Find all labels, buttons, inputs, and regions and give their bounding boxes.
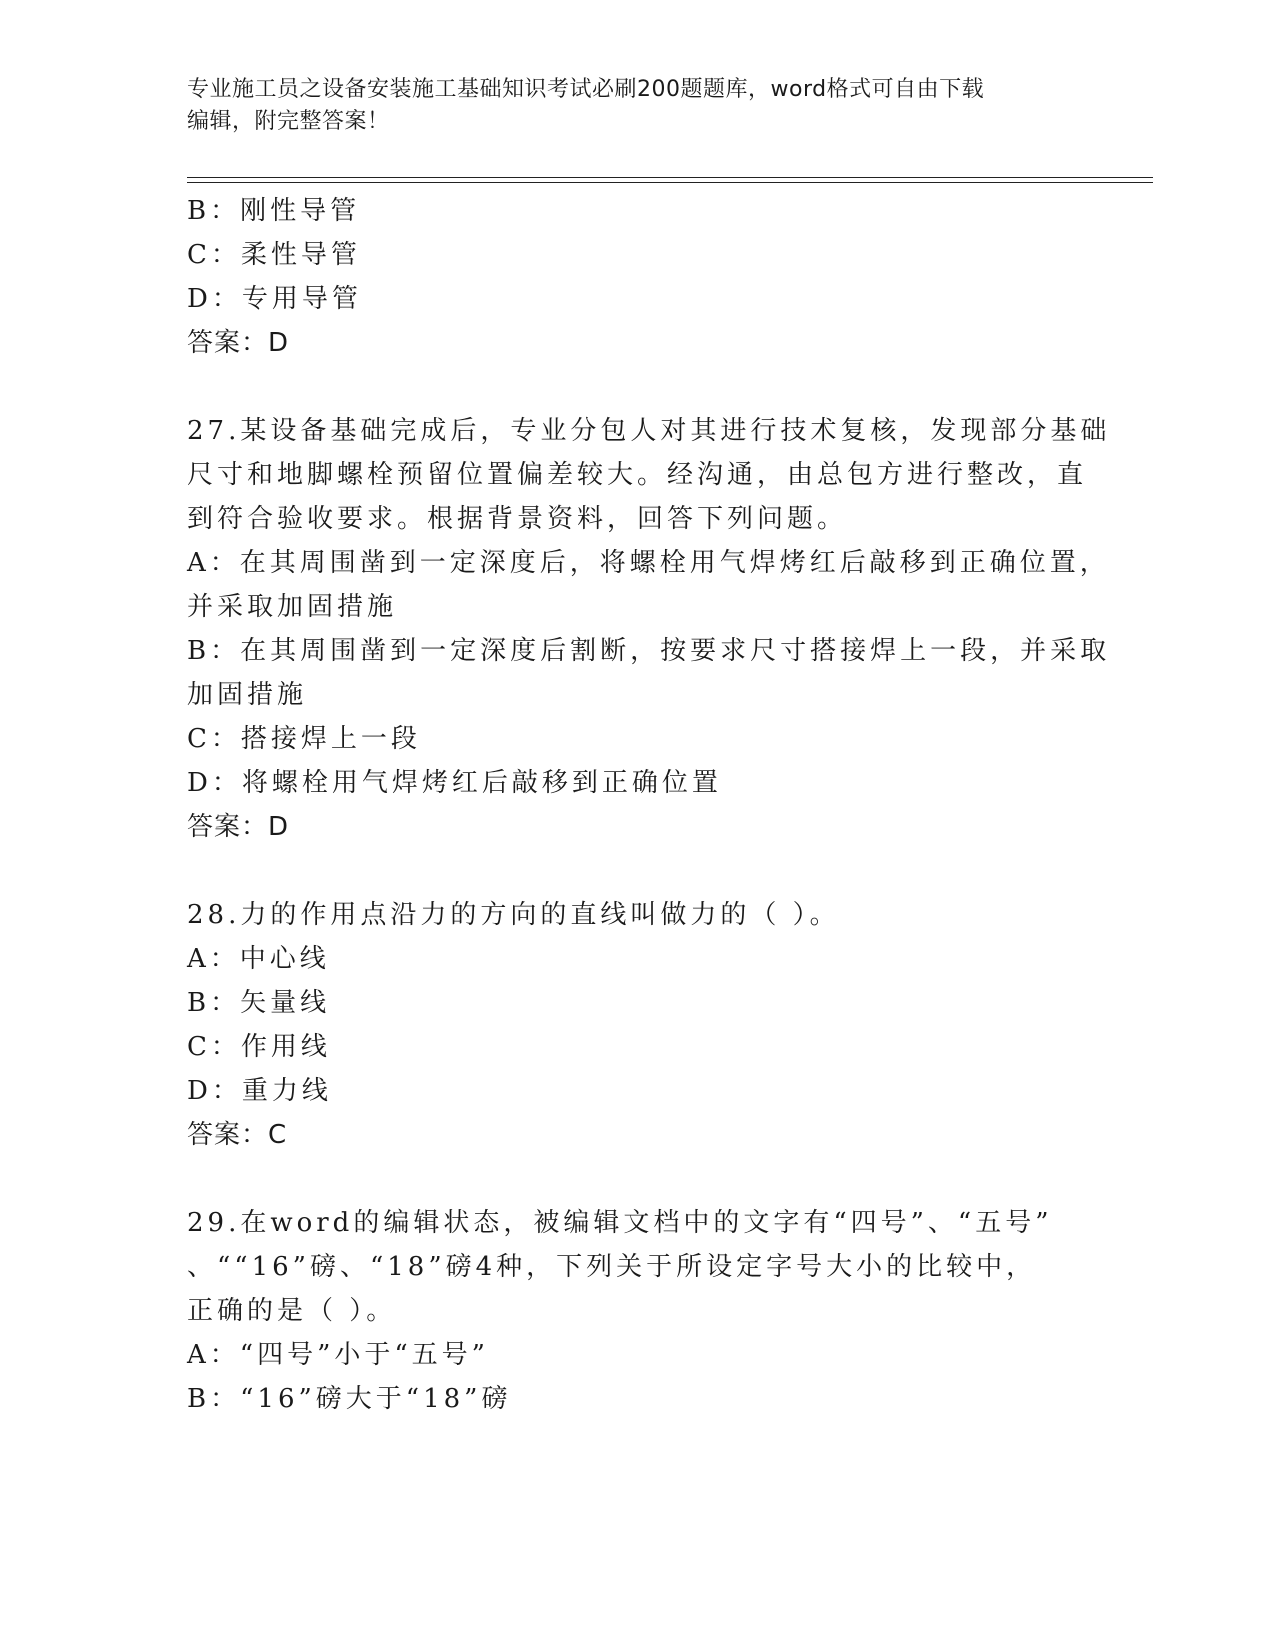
answer-line: 答案：D: [187, 812, 290, 842]
document-header: [187, 74, 1067, 138]
question-line: 28.力的作用点沿力的方向的直线叫做力的（ ）。: [187, 900, 840, 930]
option-line: C：搭接焊上一段: [187, 724, 421, 754]
option-line: 并采取加固措施: [187, 592, 398, 622]
question-line: 正确的是（ ）。: [187, 1296, 397, 1326]
option-line: B：“16”磅大于“18”磅: [187, 1384, 512, 1414]
option-line: B：刚性导管: [187, 196, 361, 226]
option-line: A：“四号”小于“五号”: [187, 1340, 489, 1370]
question-line: 到符合验收要求。根据背景资料，回答下列问题。: [187, 504, 848, 534]
option-line: D：专用导管: [187, 284, 362, 314]
option-line: 加固措施: [187, 680, 308, 710]
header-divider-top: [187, 177, 1153, 178]
header-divider-bottom: [187, 182, 1153, 183]
option-line: C：作用线: [187, 1032, 331, 1062]
option-line: C：柔性导管: [187, 240, 361, 270]
option-line: D：将螺栓用气焊烤红后敲移到正确位置: [187, 768, 722, 798]
option-line: B：矢量线: [187, 988, 331, 1018]
option-line: A：在其周围凿到一定深度后，将螺栓用气焊烤红后敲移到正确位置，: [187, 548, 1110, 578]
option-line: D：重力线: [187, 1076, 332, 1106]
option-line: A：中心线: [187, 944, 330, 974]
option-line: B：在其周围凿到一定深度后割断，按要求尺寸搭接焊上一段，并采取: [187, 636, 1111, 666]
question-line: 27.某设备基础完成后，专业分包人对其进行技术复核，发现部分基础: [187, 416, 1111, 446]
answer-line: 答案：D: [187, 328, 290, 358]
header-title-line-2: 编辑，附完整答案！: [187, 109, 390, 134]
answer-line: 答案：C: [187, 1120, 288, 1150]
question-line: 29.在word的编辑状态，被编辑文档中的文字有“四号”、“五号”: [187, 1208, 1053, 1238]
question-line: 、““16”磅、“18”磅4种，下列关于所设定字号大小的比较中，: [187, 1252, 1037, 1282]
question-line: 尺寸和地脚螺栓预留位置偏差较大。经沟通，由总包方进行整改，直: [187, 460, 1088, 490]
header-title-line-1: 专业施工员之设备安装施工基础知识考试必刷200题题库，word格式可自由下载: [187, 77, 985, 102]
